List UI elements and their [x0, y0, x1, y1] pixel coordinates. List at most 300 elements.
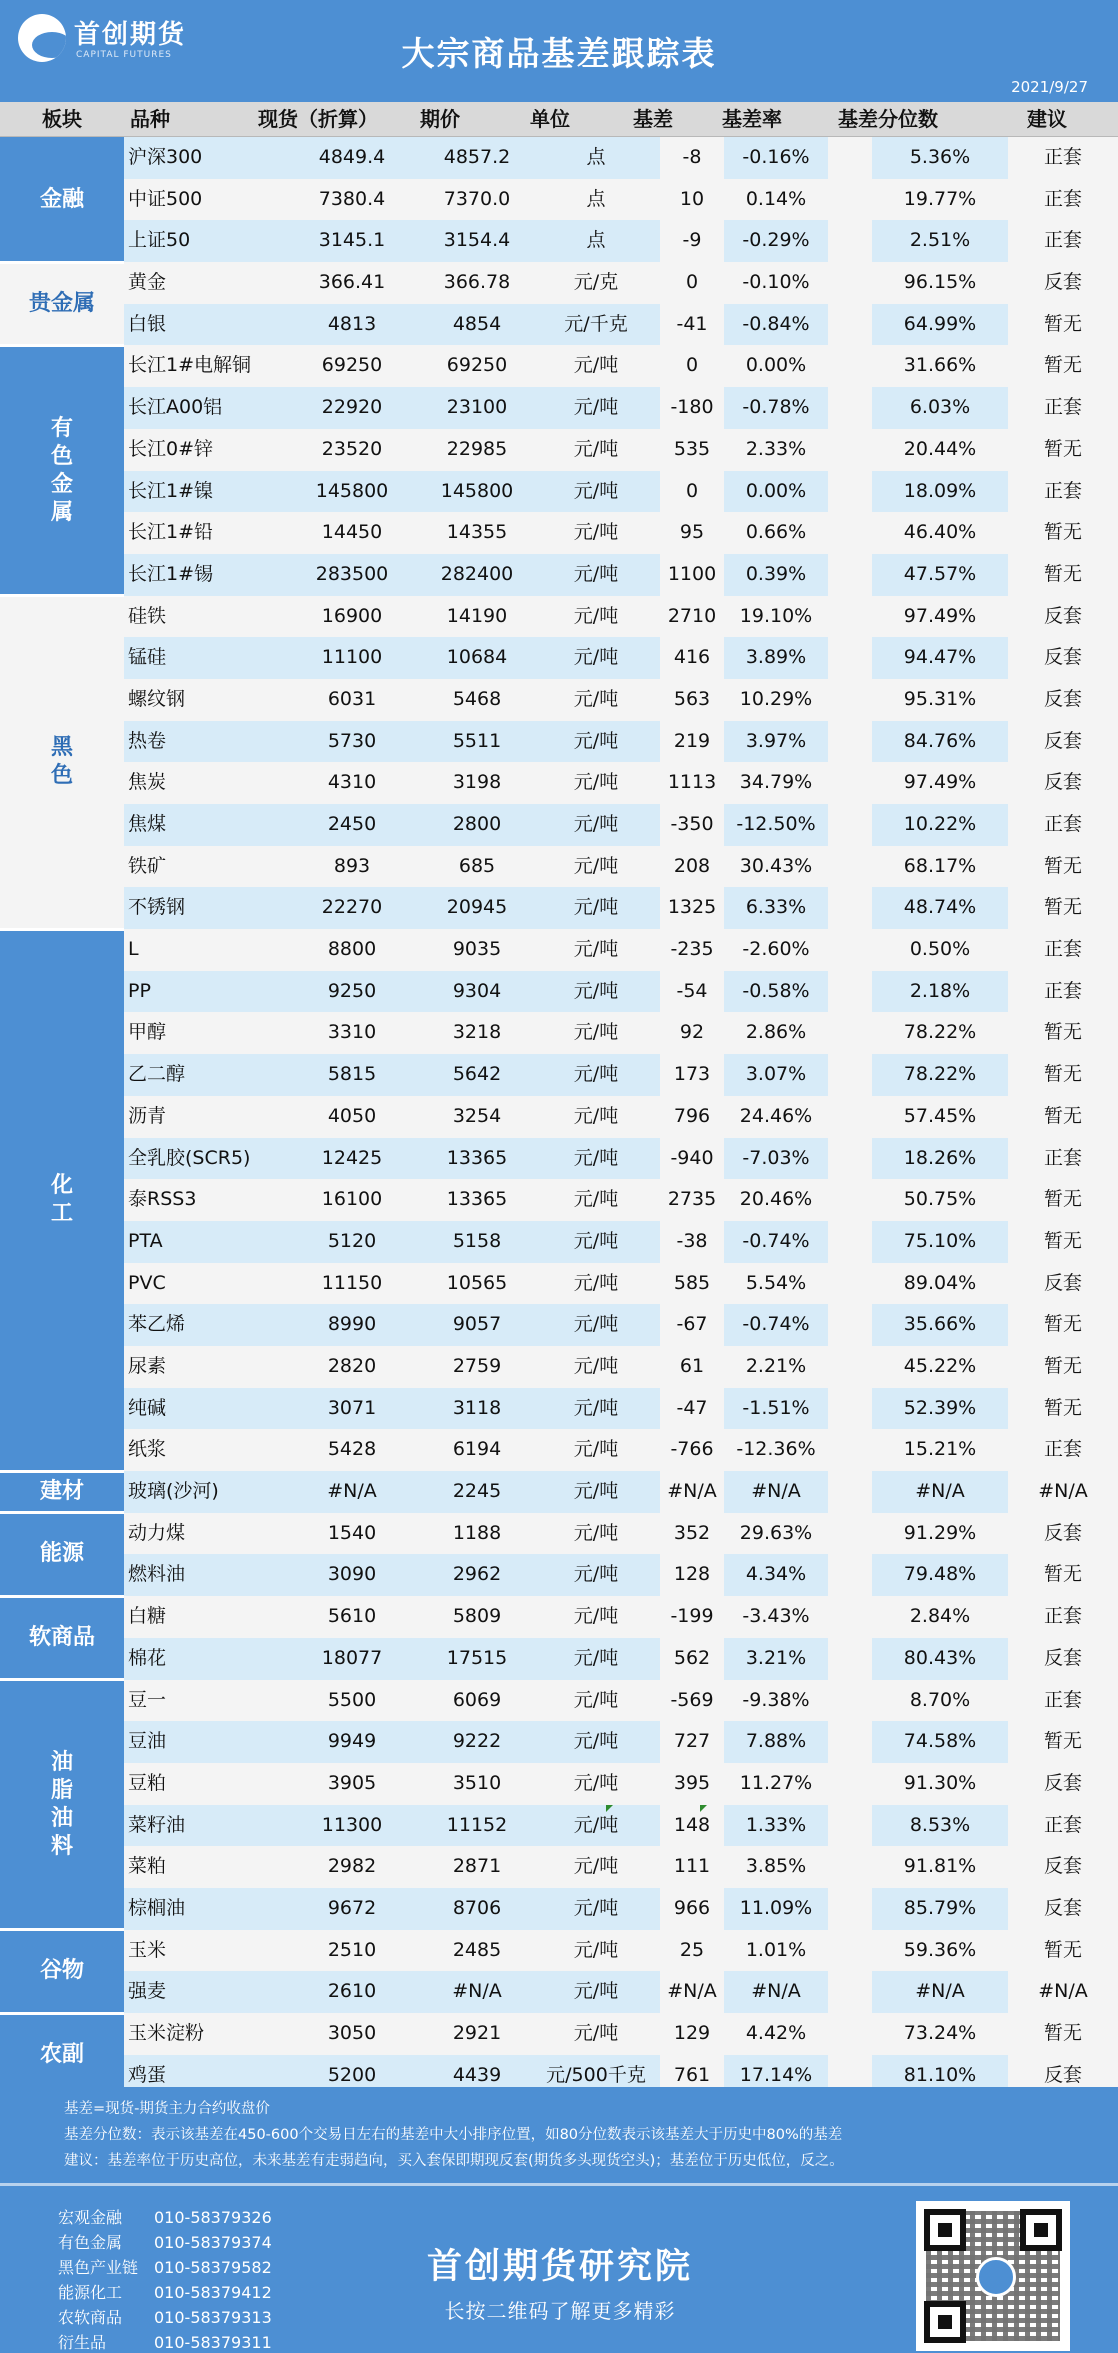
- percentile-cell: 5.36%: [872, 137, 1008, 179]
- spot-cell: #N/A: [282, 1471, 422, 1513]
- table-row: [124, 304, 1118, 346]
- spot-cell: 8800: [327, 938, 377, 961]
- table-row: [124, 929, 1118, 971]
- basis-cell: -9: [682, 229, 702, 252]
- spot-cell: 1540: [327, 1521, 377, 1544]
- contact-item: [58, 2205, 272, 2228]
- advice-cell: 正套: [1043, 1688, 1082, 1711]
- spot-cell: 4310: [327, 771, 377, 794]
- cell-flag-icon: [606, 1805, 613, 1812]
- percentile-cell: 10.22%: [872, 804, 1008, 846]
- sector-label: [0, 137, 124, 262]
- gap-cell: [828, 887, 872, 929]
- futures-cell: #N/A: [422, 1971, 532, 2013]
- variety-cell: 长江1#电解铜: [128, 354, 252, 377]
- basis-cell: 61: [679, 1355, 705, 1377]
- logo-text: 首创期货: [74, 20, 187, 50]
- table-row: [124, 721, 1118, 763]
- table-row: [124, 1513, 1118, 1555]
- contact-phone: 010-58379412: [154, 2283, 272, 2302]
- sector-label: [0, 1596, 124, 1679]
- basis-cell: 25: [679, 1938, 705, 1961]
- page-header: [0, 0, 1118, 102]
- gap-cell: [828, 679, 872, 721]
- basis-rate-cell: 3.85%: [745, 1855, 807, 1878]
- variety-cell: 玉米淀粉: [128, 2022, 205, 2045]
- table-row: [124, 637, 1118, 679]
- basis-rate-cell: -0.16%: [724, 137, 828, 179]
- gap-cell: [828, 1221, 872, 1263]
- spot-cell: 3905: [327, 1771, 377, 1794]
- basis-rate-cell: 4.34%: [724, 1554, 828, 1596]
- unit-cell: 元/吨: [573, 1688, 619, 1711]
- table-row: [124, 429, 1118, 471]
- variety-cell: 螺纹钢: [128, 687, 186, 710]
- spot-cell: 145800: [282, 471, 422, 513]
- table-row: [124, 1971, 1118, 2013]
- sector-name: 软商品: [28, 1624, 95, 1650]
- variety-cell: PP: [124, 971, 286, 1013]
- basis-rate-cell: 3.97%: [724, 721, 828, 763]
- spot-cell: 11300: [282, 1805, 422, 1847]
- gap-cell: [828, 1471, 872, 1513]
- futures-cell: 9222: [422, 1721, 532, 1763]
- unit-cell: 元/吨: [573, 1938, 619, 1961]
- qr-finder-icon: [924, 2209, 966, 2251]
- advice-cell: 正套: [1043, 187, 1082, 210]
- spot-cell: 5428: [327, 1438, 377, 1461]
- sector-label: [0, 1930, 124, 2013]
- variety-cell: 白糖: [128, 1605, 167, 1628]
- table-row: [124, 887, 1118, 929]
- spot-cell: 2820: [327, 1355, 377, 1377]
- table-row: [124, 1138, 1118, 1180]
- variety-cell: 焦煤: [124, 804, 286, 846]
- gap-cell: [828, 1346, 872, 1388]
- unit-cell: 元/吨: [532, 1638, 660, 1680]
- futures-cell: 2921: [452, 2022, 502, 2045]
- gap-cell: [828, 1513, 872, 1555]
- basis-rate-cell: -9.38%: [742, 1688, 810, 1711]
- basis-rate-cell: 34.79%: [739, 771, 813, 794]
- basis-rate-cell: -12.50%: [724, 804, 828, 846]
- unit-cell: 元/吨: [532, 387, 660, 429]
- gap-cell: [828, 1680, 872, 1722]
- sector-divider: [0, 1595, 124, 1598]
- advice-cell: 暂无: [1043, 354, 1082, 377]
- spot-cell: 6031: [327, 687, 377, 710]
- advice-cell: 反套: [1043, 1855, 1082, 1878]
- contact-phone: 010-58379582: [154, 2258, 272, 2277]
- variety-cell: 棕榈油: [124, 1888, 286, 1930]
- contact-item: [58, 2305, 272, 2328]
- spot-cell: 22270: [282, 887, 422, 929]
- basis-cell: 129: [673, 2022, 711, 2045]
- gap-cell: [828, 1888, 872, 1930]
- futures-cell: 2759: [452, 1355, 502, 1377]
- variety-cell: 燃料油: [124, 1554, 286, 1596]
- unit-cell: 元/吨: [532, 1138, 660, 1180]
- advice-cell: 正套: [1043, 1813, 1082, 1836]
- spot-cell: 9672: [282, 1888, 422, 1930]
- gap-cell: [828, 2013, 872, 2055]
- futures-cell: 2800: [422, 804, 532, 846]
- unit-cell: 元/吨: [573, 1438, 619, 1461]
- sector-name: 建材: [39, 1478, 84, 1504]
- table-row: [124, 1304, 1118, 1346]
- variety-cell: 铁矿: [128, 854, 167, 877]
- basis-rate-cell: -1.51%: [724, 1388, 828, 1430]
- contact-label: 宏观金融: [58, 2208, 123, 2227]
- unit-cell: 元/吨: [573, 938, 619, 961]
- unit-cell: 元/克: [573, 271, 619, 294]
- basis-cell: -8: [682, 146, 702, 168]
- variety-cell: 菜粕: [128, 1855, 167, 1878]
- unit-cell: 元/吨: [573, 604, 619, 627]
- basis-rate-cell: 0.39%: [724, 554, 828, 596]
- basis-cell: 1100: [667, 562, 717, 585]
- qr-finder-icon: [924, 2301, 966, 2343]
- percentile-cell: 15.21%: [903, 1438, 977, 1461]
- variety-cell: 纯碱: [124, 1388, 286, 1430]
- unit-cell: 元/吨: [573, 1271, 619, 1294]
- percentile-cell: 19.77%: [903, 187, 977, 210]
- basis-rate-cell: 2.33%: [745, 437, 807, 460]
- advice-cell: 反套: [1043, 729, 1082, 752]
- unit-cell: 元/吨: [573, 521, 619, 544]
- basis-cell: 563: [673, 687, 711, 710]
- percentile-cell: 18.09%: [872, 471, 1008, 513]
- page-title: 大宗商品基差跟踪表: [401, 34, 717, 73]
- sector-name: 金融: [39, 186, 84, 212]
- percentile-cell: 45.22%: [903, 1355, 977, 1377]
- gap-cell: [828, 429, 872, 471]
- sector-name: 贵金属: [28, 290, 95, 316]
- basis-rate-cell: 24.46%: [739, 1104, 813, 1127]
- gap-cell: [828, 596, 872, 638]
- percentile-cell: 91.29%: [903, 1521, 977, 1544]
- gap-cell: [828, 220, 872, 262]
- percentile-cell: 97.49%: [903, 604, 977, 627]
- table-row: [124, 1221, 1118, 1263]
- contact-label: 衍生品: [58, 2333, 107, 2352]
- futures-cell: 5511: [422, 721, 532, 763]
- advice-cell: 反套: [1043, 687, 1082, 710]
- basis-rate-cell: 0.00%: [724, 471, 828, 513]
- percentile-cell: 73.24%: [903, 2022, 977, 2045]
- unit-cell: 元/吨: [573, 354, 619, 377]
- percentile-cell: 95.31%: [903, 687, 977, 710]
- unit-cell: 元/吨: [532, 1554, 660, 1596]
- table-row: [124, 846, 1118, 888]
- unit-cell: 元/吨: [532, 1054, 660, 1096]
- futures-cell: 10565: [446, 1271, 508, 1294]
- gap-cell: [828, 762, 872, 804]
- percentile-cell: #N/A: [872, 1971, 1008, 2013]
- variety-cell: 纸浆: [128, 1438, 167, 1461]
- spot-cell: 8990: [282, 1304, 422, 1346]
- gap-cell: [828, 721, 872, 763]
- gap-cell: [828, 1054, 872, 1096]
- unit-cell: 元/吨: [532, 554, 660, 596]
- percentile-cell: 96.15%: [903, 271, 977, 294]
- advice-cell: 暂无: [1043, 1563, 1082, 1586]
- variety-cell: 玉米: [128, 1938, 167, 1961]
- qr-code[interactable]: [916, 2201, 1070, 2351]
- gap-cell: [828, 179, 872, 221]
- basis-rate-cell: 20.46%: [739, 1188, 813, 1211]
- spot-cell: 23520: [321, 437, 383, 460]
- basis-cell: -940: [670, 1146, 714, 1169]
- futures-cell: 3218: [452, 1021, 502, 1044]
- contact-label: 能源化工: [58, 2283, 123, 2302]
- advice-cell: 暂无: [1043, 1229, 1082, 1252]
- basis-cell: 92: [679, 1021, 705, 1044]
- basis-cell: -350: [670, 813, 714, 836]
- table-row: [124, 1554, 1118, 1596]
- basis-cell: 173: [673, 1063, 711, 1086]
- gap-cell: [828, 1638, 872, 1680]
- percentile-cell: 91.30%: [903, 1771, 977, 1794]
- unit-cell: 点: [532, 137, 660, 179]
- sector-label: [0, 596, 124, 930]
- percentile-cell: 74.58%: [872, 1721, 1008, 1763]
- futures-cell: 14355: [446, 521, 508, 544]
- spot-cell: 3050: [327, 2022, 377, 2045]
- gap-cell: [828, 345, 872, 387]
- basis-cell: #N/A: [667, 1980, 717, 2003]
- futures-cell: 9304: [422, 971, 532, 1013]
- spot-cell: 3071: [282, 1388, 422, 1430]
- table-row: [124, 1930, 1118, 1972]
- spot-cell: 4050: [327, 1104, 377, 1127]
- variety-cell: 豆油: [124, 1721, 286, 1763]
- percentile-cell: 0.50%: [909, 938, 971, 961]
- basis-rate-cell: 2.21%: [745, 1355, 807, 1377]
- table-row: [124, 1846, 1118, 1888]
- contact-phone: 010-58379326: [154, 2208, 272, 2227]
- gap-cell: [828, 929, 872, 971]
- unit-cell: 元/吨: [573, 1771, 619, 1794]
- percentile-cell: 84.76%: [872, 721, 1008, 763]
- footer-divider: [0, 2183, 1118, 2186]
- basis-cell: 761: [673, 2063, 711, 2086]
- advice-cell: #N/A: [1038, 1480, 1088, 1503]
- advice-cell: 暂无: [1043, 521, 1082, 544]
- variety-cell: 尿素: [128, 1355, 167, 1377]
- gap-cell: [828, 1596, 872, 1638]
- basis-rate-cell: 29.63%: [739, 1521, 813, 1544]
- advice-cell: 暂无: [1043, 1355, 1082, 1377]
- percentile-cell: 47.57%: [872, 554, 1008, 596]
- note-percentile-definition: 基差分位数：表示该基差在450-600个交易日左右的基差中大小排序位置，如80分位数表示该基差大于历史中80%的基差: [64, 2127, 843, 2143]
- gap-cell: [828, 512, 872, 554]
- basis-rate-cell: -0.84%: [724, 304, 828, 346]
- basis-rate-cell: 5.54%: [745, 1271, 807, 1294]
- advice-cell: 暂无: [1043, 854, 1082, 877]
- gap-cell: [828, 1179, 872, 1221]
- qr-finder-icon: [1020, 2209, 1062, 2251]
- sector-label: [0, 929, 124, 1471]
- percentile-cell: 89.04%: [903, 1271, 977, 1294]
- advice-cell: 暂无: [1043, 2022, 1082, 2045]
- basis-rate-cell: 0.00%: [745, 354, 807, 377]
- basis-rate-cell: -0.78%: [724, 387, 828, 429]
- gap-cell: [828, 804, 872, 846]
- gap-cell: [828, 262, 872, 304]
- contact-item: [58, 2255, 272, 2278]
- advice-cell: 正套: [1043, 813, 1082, 836]
- table-row: [124, 1054, 1118, 1096]
- unit-cell: 元/吨: [573, 1605, 619, 1628]
- basis-cell: 219: [673, 729, 711, 752]
- basis-rate-cell: 0.66%: [745, 521, 807, 544]
- basis-rate-cell: 2.86%: [745, 1021, 807, 1044]
- sector-label: [0, 1513, 124, 1596]
- unit-cell: 元/吨: [532, 971, 660, 1013]
- unit-cell: 元/吨: [573, 687, 619, 710]
- sector-divider: [0, 2012, 124, 2015]
- variety-cell: 沥青: [128, 1104, 167, 1127]
- basis-cell: 95: [679, 521, 705, 544]
- percentile-cell: 2.84%: [909, 1605, 971, 1628]
- unit-cell: 元/吨: [532, 1471, 660, 1513]
- spot-cell: 11150: [321, 1271, 383, 1294]
- sector-divider: [0, 1928, 124, 1931]
- percentile-cell: 68.17%: [903, 854, 977, 877]
- variety-cell: 黄金: [128, 271, 167, 294]
- advice-cell: 反套: [1043, 2063, 1082, 2086]
- basis-rate-cell: 4.42%: [745, 2022, 807, 2045]
- percentile-cell: 59.36%: [903, 1938, 977, 1961]
- contact-item: [58, 2230, 272, 2253]
- sector-name: 黑色: [50, 735, 73, 789]
- gap-cell: [828, 137, 872, 179]
- unit-cell: 元/吨: [573, 1521, 619, 1544]
- gap-cell: [828, 387, 872, 429]
- futures-cell: 2871: [452, 1855, 502, 1878]
- note-advice-definition: 建议：基差率位于历史高位，未来基差有走弱趋向，买入套保即期现反套(期货多头现货空头)；基差位于历史低位，反之。: [64, 2153, 844, 2169]
- basis-rate-cell: -3.43%: [742, 1605, 810, 1628]
- sector-name: 能源: [39, 1541, 84, 1567]
- basis-cell: 0: [685, 271, 699, 294]
- spot-cell: 2510: [327, 1938, 377, 1961]
- col-basis-percentile: 基差分位数: [838, 107, 938, 131]
- unit-cell: 元/吨: [573, 771, 619, 794]
- variety-cell: 乙二醇: [124, 1054, 286, 1096]
- basis-rate-cell: -12.36%: [736, 1438, 816, 1461]
- report-date: 2021/9/27: [1011, 78, 1088, 96]
- col-sector: 板块: [42, 107, 82, 131]
- basis-cell: 0: [685, 479, 699, 502]
- basis-rate-cell: -0.10%: [742, 271, 810, 294]
- futures-cell: 23100: [422, 387, 532, 429]
- gap-cell: [828, 1721, 872, 1763]
- advice-cell: 反套: [1043, 604, 1082, 627]
- variety-cell: 鸡蛋: [124, 2055, 286, 2097]
- variety-cell: 苯乙烯: [124, 1304, 286, 1346]
- basis-rate-cell: 3.07%: [724, 1054, 828, 1096]
- percentile-cell: 78.22%: [903, 1021, 977, 1044]
- sector-divider: [0, 1470, 124, 1473]
- gap-cell: [828, 971, 872, 1013]
- basis-cell: 796: [673, 1104, 711, 1127]
- table-row: [124, 1096, 1118, 1138]
- spot-cell: 11100: [282, 637, 422, 679]
- futures-cell: 5642: [422, 1054, 532, 1096]
- futures-cell: 5809: [452, 1605, 502, 1628]
- table-row: [124, 554, 1118, 596]
- basis-cell: 111: [673, 1855, 711, 1878]
- advice-cell: 暂无: [1043, 312, 1082, 335]
- advice-cell: 正套: [1043, 396, 1082, 419]
- basis-cell: -180: [670, 396, 714, 419]
- variety-cell: 全乳胶(SCR5): [124, 1138, 286, 1180]
- percentile-cell: 46.40%: [903, 521, 977, 544]
- sector-label: [0, 345, 124, 595]
- table-row: [124, 762, 1118, 804]
- basis-cell: -38: [676, 1229, 708, 1252]
- percentile-cell: 78.22%: [872, 1054, 1008, 1096]
- sector-name: 化工: [50, 1173, 73, 1227]
- basis-rate-cell: -7.03%: [724, 1138, 828, 1180]
- futures-cell: 17515: [422, 1638, 532, 1680]
- table-row: [124, 1429, 1118, 1471]
- percentile-cell: 97.49%: [903, 771, 977, 794]
- futures-cell: 20945: [422, 887, 532, 929]
- spot-cell: 4849.4: [282, 137, 422, 179]
- advice-cell: 暂无: [1043, 1313, 1082, 1336]
- basis-table: [0, 102, 1118, 2087]
- table-row: [124, 1763, 1118, 1805]
- advice-cell: 正套: [1043, 1605, 1082, 1628]
- spot-cell: 5500: [327, 1688, 377, 1711]
- percentile-cell: 80.43%: [872, 1638, 1008, 1680]
- spot-cell: 22920: [282, 387, 422, 429]
- futures-cell: 13365: [422, 1138, 532, 1180]
- percentile-cell: #N/A: [872, 1471, 1008, 1513]
- unit-cell: 元/吨: [532, 1805, 660, 1847]
- basis-rate-cell: 17.14%: [724, 2055, 828, 2097]
- basis-cell: 0: [685, 354, 699, 377]
- futures-cell: 2245: [422, 1471, 532, 1513]
- variety-cell: PVC: [128, 1271, 166, 1294]
- cell-flag-icon: [700, 1805, 707, 1812]
- gap-cell: [828, 1971, 872, 2013]
- advice-cell: 正套: [1043, 229, 1082, 252]
- unit-cell: 元/吨: [532, 1221, 660, 1263]
- table-row: [124, 512, 1118, 554]
- notes: [0, 2087, 1118, 2183]
- table-row: [124, 1596, 1118, 1638]
- basis-rate-cell: -0.74%: [724, 1221, 828, 1263]
- spot-cell: 366.41: [318, 271, 386, 294]
- percentile-cell: 6.03%: [872, 387, 1008, 429]
- futures-cell: 22985: [446, 437, 508, 460]
- spot-cell: 69250: [321, 354, 383, 377]
- variety-cell: 沪深300: [124, 137, 286, 179]
- spot-cell: 16100: [321, 1188, 383, 1211]
- sector-divider: [0, 594, 124, 597]
- sector-label: [0, 2013, 124, 2096]
- basis-rate-cell: 3.89%: [724, 637, 828, 679]
- table-row: [124, 1346, 1118, 1388]
- percentile-cell: 75.10%: [872, 1221, 1008, 1263]
- spot-cell: 7380.4: [318, 187, 386, 210]
- percentile-cell: 18.26%: [872, 1138, 1008, 1180]
- variety-cell: 豆一: [128, 1688, 167, 1711]
- unit-cell: 元/吨: [532, 471, 660, 513]
